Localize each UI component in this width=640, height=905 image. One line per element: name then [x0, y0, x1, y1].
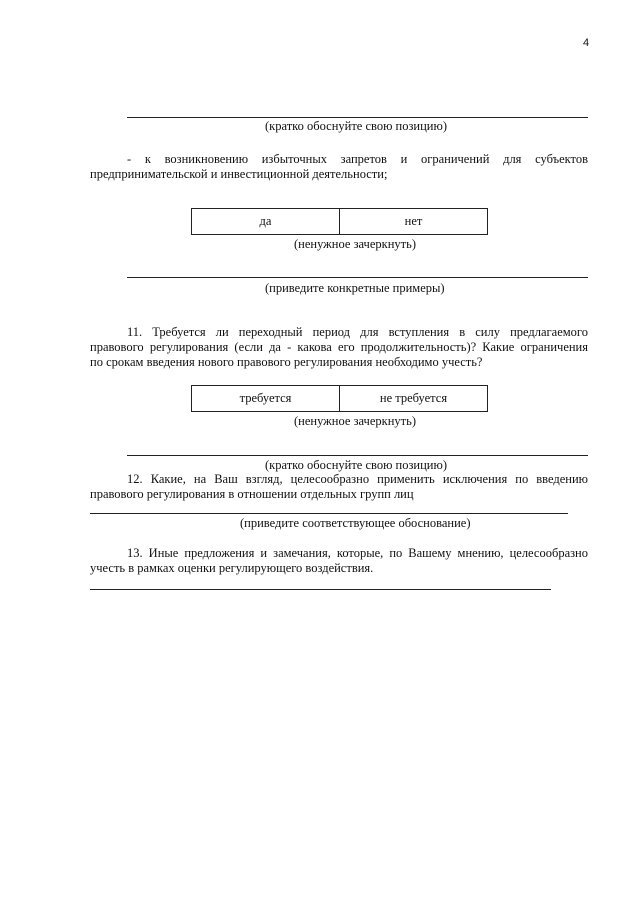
question-12-line-1: 12. Какие, на Ваш взгляд, целесообразно применить исключения по введению — [127, 472, 588, 486]
restrictions-line-1: - к возникновению избыточных запретов и ограничений для субъектов — [127, 152, 588, 166]
choice-not-required[interactable]: не требуется — [339, 386, 487, 411]
question-11-paragraph — [90, 325, 588, 370]
justification-hint: (приведите соответствующее обоснование) — [240, 516, 471, 530]
strike-hint: (ненужное зачеркнуть) — [294, 237, 416, 251]
position-hint: (кратко обоснуйте свою позицию) — [265, 119, 447, 133]
restrictions-paragraph — [90, 152, 588, 182]
choice-required[interactable]: требуется — [239, 391, 292, 405]
choice-no[interactable]: нет — [339, 209, 487, 234]
question-13-line-1: 13. Иные предложения и замечания, которые, по Вашему мнению, целесообразно — [127, 546, 588, 560]
strike-hint-2: (ненужное зачеркнуть) — [294, 414, 416, 428]
restrictions-line-2: предпринимательской и инвестиционной деятельности; — [90, 167, 388, 181]
position-hint-2: (кратко обоснуйте свою позицию) — [265, 458, 447, 472]
question-13-line-2: учесть в рамках оценки регулирующего воздействия. — [90, 561, 374, 575]
transition-choice — [191, 385, 488, 412]
answer-line[interactable] — [127, 117, 588, 118]
question-11-line-2: правового регулирования (если да - какова его продолжительность)? Какие ограничения — [90, 340, 588, 354]
choice-yes[interactable]: да — [259, 214, 272, 228]
examples-hint: (приведите конкретные примеры) — [265, 281, 445, 295]
yes-no-choice — [191, 208, 488, 235]
question-12-line-2: правового регулирования в отношении отдельных групп лиц — [90, 487, 414, 501]
question-13-paragraph — [90, 546, 588, 576]
examples-line[interactable] — [127, 277, 588, 278]
question-11-line-1: 11. Требуется ли переходный период для вступления в силу предлагаемого — [127, 325, 588, 339]
question-11-line-3: по срокам введения нового правового регулирования необходимо учесть? — [90, 355, 483, 369]
page-number: 4 — [583, 37, 590, 49]
position-line[interactable] — [127, 455, 588, 456]
justification-line[interactable] — [90, 513, 568, 514]
proposals-line[interactable] — [90, 589, 551, 590]
question-12-paragraph — [90, 472, 588, 502]
